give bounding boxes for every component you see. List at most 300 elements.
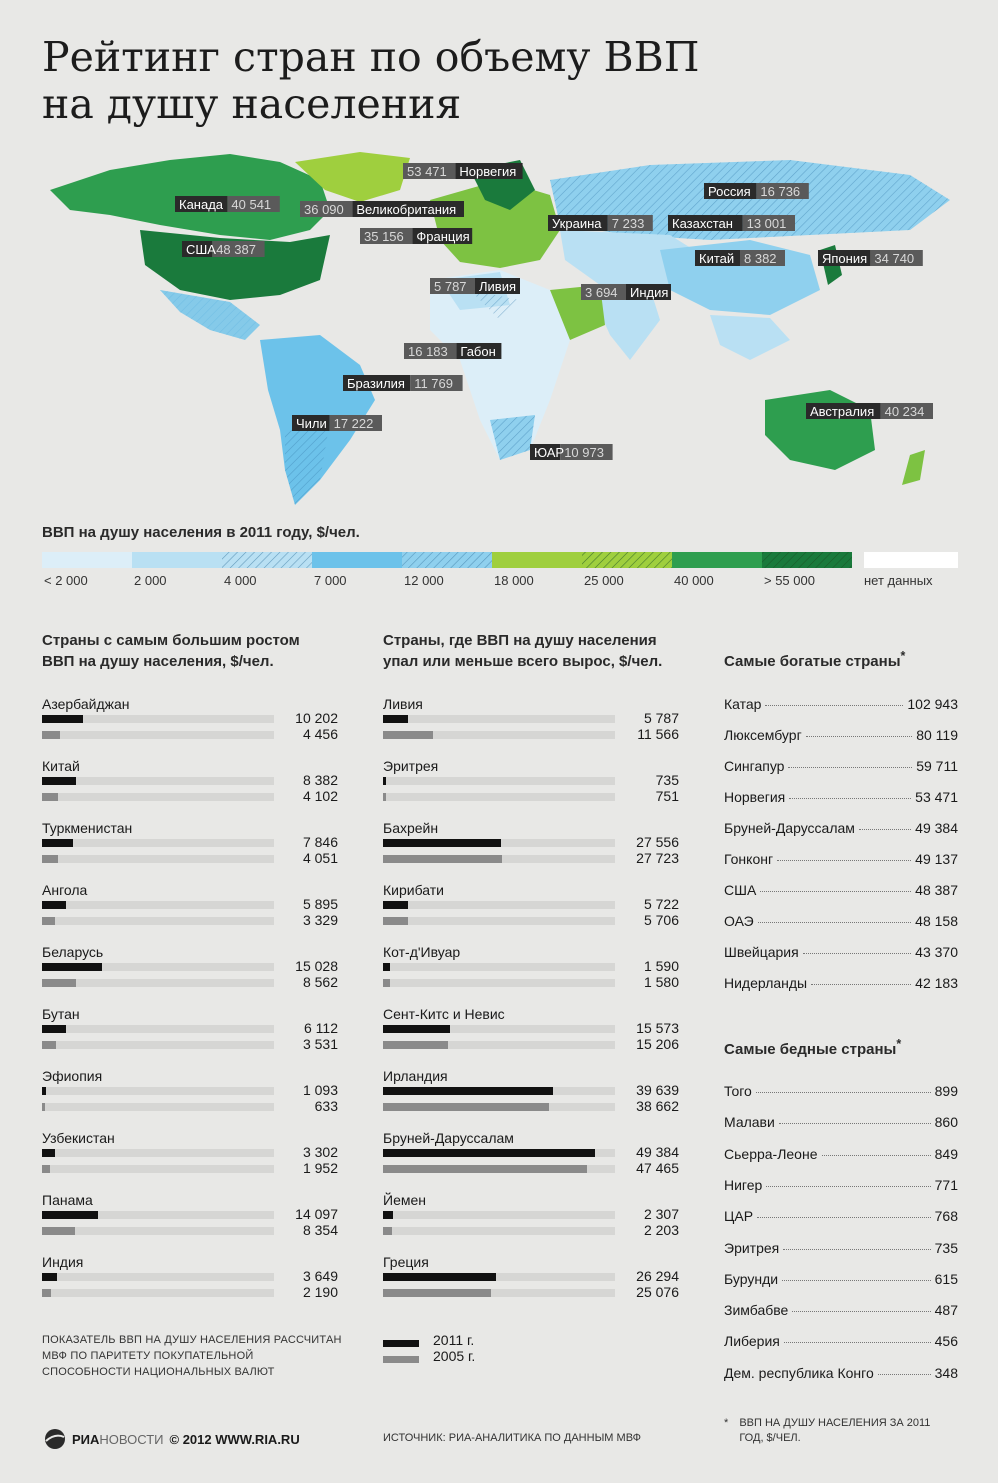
bar-2005 [383,917,408,925]
bar-2011 [383,777,386,785]
map-label-text: 8 382 [744,251,777,266]
category-label: Китай [42,758,80,774]
rank-country: США [724,882,757,898]
rank-country: Швейцария [724,944,799,960]
map-label-text: Чили [296,416,327,431]
bar-track [383,777,615,785]
bar-track [383,1227,615,1235]
category-label: Бутан [42,1006,80,1022]
poor-title-mark: * [896,1037,902,1051]
rank-country: Малави [724,1114,775,1131]
bar-track [42,1289,274,1297]
value-label: 14 097 [295,1206,338,1222]
value-label: 15 028 [295,958,338,974]
category-label: Сент-Китс и Невис [383,1006,505,1022]
bar-track [42,855,274,863]
source-note: ИСТОЧНИК: РИА-АНАЛИТИКА ПО ДАННЫМ МВФ [383,1432,642,1444]
col1-title-line2: ВВП на душу населения, $/чел. [42,653,274,670]
map-label [182,241,265,257]
value-label: 39 639 [636,1082,679,1098]
rank-leader-dots [784,1342,931,1343]
map-label-text: Индия [630,285,669,300]
bar-track [42,731,274,739]
rank-value: 59 711 [916,758,958,774]
rank-leader-dots [783,1249,930,1250]
rank-row [724,851,958,871]
bar-group [383,882,683,940]
rank-country: Бурунди [724,1270,779,1287]
value-label: 2 307 [643,1206,679,1222]
value-label: 8 562 [302,974,338,990]
rank-country: Бруней-Даруссалам [724,820,855,836]
category-label: Эритрея [383,758,439,774]
rank-value: 768 [934,1208,958,1225]
col1-title [42,630,300,672]
rank-country: ОАЭ [724,913,754,929]
rank-row [724,727,958,747]
bar-2011 [383,901,408,909]
map-label-text: 40 234 [884,404,925,419]
rank-row [724,1240,958,1260]
col2-title-line2: упал или меньше всего вырос, $/чел. [383,653,663,670]
rank-row [724,975,958,995]
map-label-text: США [186,242,216,257]
map-label [430,278,520,294]
bar-track [42,1211,274,1219]
map-label-text: 13 001 [746,216,787,231]
rank-value: 49 384 [915,820,958,836]
title-line-1: Рейтинг стран по объему ВВП [42,33,700,81]
map-label-text: Габон [460,344,496,359]
category-label: Греция [383,1254,429,1270]
bar-track [42,979,274,987]
region-australia [765,390,875,470]
bar-track [383,1087,615,1095]
rank-value: 80 119 [916,727,958,743]
value-label: 3 302 [302,1144,338,1160]
bar-group [42,944,342,1002]
bar-track [383,917,615,925]
bar-group [42,1006,342,1064]
map-label-text: 17 222 [333,416,374,431]
rank-leader-dots [760,891,911,892]
rank-row [724,913,958,933]
value-label: 6 112 [304,1020,338,1036]
map-label-text: 16 736 [760,184,801,199]
value-label: 4 102 [302,788,338,804]
bar-2011 [42,901,66,909]
value-label: 8 354 [302,1222,338,1238]
map-label [300,201,464,217]
legend-label: 7 000 [314,573,347,588]
rank-leader-dots [758,922,911,923]
category-label: Беларусь [42,944,104,960]
legend-label: < 2 000 [44,573,88,588]
rank-row [724,944,958,964]
rank-row [724,1365,958,1385]
bar-2005 [383,1165,587,1173]
legend-swatch [312,552,402,568]
rank-leader-dots [788,767,912,768]
bar-track [42,901,274,909]
map-label [818,250,923,266]
bar-track [383,1103,615,1111]
bar-2011 [383,1211,393,1219]
rank-leader-dots [859,829,911,830]
key-label-2011: 2011 г. [433,1332,475,1348]
category-label: Кирибати [383,882,444,898]
value-label: 3 531 [302,1036,338,1052]
legend-label-nodata: нет данных [864,573,933,588]
bar-2011 [383,1149,595,1157]
legend-swatch-hatch [222,552,312,568]
value-label: 1 590 [643,958,679,974]
rank-value: 456 [934,1333,958,1350]
bar-group [42,1192,342,1250]
rank-country: Нидерланды [724,975,808,991]
category-label: Йемен [383,1192,426,1208]
bar-track [383,1289,615,1297]
map-label-text: ЮАР [534,445,565,460]
rank-row [724,1333,958,1353]
bar-2011 [383,1087,553,1095]
value-label: 5 895 [302,896,338,912]
poor-title [724,1034,901,1060]
bar-group [42,1254,342,1312]
map-label [695,250,785,266]
rank-country: Нигер [724,1176,763,1193]
legend-title: ВВП на душу населения в 2011 году, $/чел. [42,524,360,541]
rank-row [724,882,958,902]
map-label-text: Украина [552,216,602,231]
map-label-text: 11 769 [414,376,453,391]
bar-2011 [383,715,408,723]
legend-swatch [42,552,132,568]
map-label-text: Россия [708,184,751,199]
bar-track [383,1041,615,1049]
category-label: Ирландия [383,1068,448,1084]
rank-row [724,820,958,840]
bar-2005 [42,1103,45,1111]
value-label: 25 076 [636,1284,679,1300]
poor-title-text: Самые бедные страны [724,1041,897,1058]
map-label-text: 10 973 [564,445,604,460]
logo-novosti: НОВОСТИ [99,1431,164,1447]
bar-track [383,1149,615,1157]
bar-track [42,1227,274,1235]
value-label: 8 382 [302,772,338,788]
rank-value: 348 [934,1364,958,1381]
bar-group [383,758,683,816]
rank-leader-dots [765,705,903,706]
rank-country: Либерия [724,1333,780,1350]
value-label: 7 846 [302,834,338,850]
col1-title-line1: Страны с самым большим ростом [42,632,300,649]
map-label-text: 34 740 [874,251,915,266]
bar-track [383,1025,615,1033]
bar-2005 [383,855,502,863]
legend-label: > 55 000 [764,573,815,588]
region-usa [140,230,330,300]
rank-leader-dots [789,798,911,799]
value-label: 5 722 [643,896,679,912]
legend-label: 4 000 [224,573,257,588]
bar-group [383,1006,683,1064]
value-label: 4 456 [302,726,338,742]
bar-track [42,1273,274,1281]
logo-ria: РИА [72,1431,100,1447]
ria-globe-icon [42,1428,68,1450]
rank-row [724,1083,958,1103]
bar-2005 [42,1041,56,1049]
methodology-note: ПОКАЗАТЕЛЬ ВВП НА ДУШУ НАСЕЛЕНИЯ РАССЧИТАН МВФ ПО ПАРИТЕТУ ПОКУПАТЕЛЬНОЙ СПОСОБНОСТИ НАЦИОНАЛЬНЫХ ВАЛЮТ [42,1334,342,1378]
bar-2011 [42,1149,55,1157]
value-label: 49 384 [636,1144,679,1160]
bar-2011 [383,1273,496,1281]
rank-value: 487 [934,1302,958,1319]
rank-country: Эритрея [724,1239,780,1256]
bar-track [383,793,615,801]
bar-2005 [42,1289,51,1297]
rank-row [724,1146,958,1166]
footnote [724,1416,964,1446]
bar-group [42,820,342,878]
rank-value: 771 [934,1176,958,1193]
bar-2011 [383,963,390,971]
map-label-text: Норвегия [459,164,517,179]
rank-row [724,1302,958,1322]
rank-row [724,1114,958,1134]
rank-value: 43 370 [915,944,958,960]
bar-2005 [42,793,58,801]
rank-country: Гонконг [724,851,774,867]
bar-2005 [383,793,386,801]
map-label-text: Казахстан [672,216,733,231]
bar-2011 [42,777,76,785]
rank-country: Люксембург [724,727,802,743]
category-label: Туркменистан [42,820,133,836]
category-label: Эфиопия [42,1068,103,1084]
value-label: 26 294 [636,1268,679,1284]
bar-group [383,1254,683,1312]
bar-2011 [42,715,83,723]
region-new-zealand [902,450,925,485]
rank-leader-dots [757,1217,931,1218]
value-label: 3 649 [302,1268,338,1284]
map-label-text: 36 090 [304,202,344,217]
bar-track [383,1273,615,1281]
bar-track [42,1149,274,1157]
bar-2011 [42,839,73,847]
key-swatch-2005 [383,1356,419,1363]
rich-title [724,646,905,672]
title-line-2: на душу населения [42,80,462,128]
map-label-text: 5 787 [434,279,467,294]
legend-label: 40 000 [674,573,714,588]
rank-value: 735 [934,1239,958,1256]
legend-swatch-hatch [582,552,672,568]
ria-logo [42,1428,300,1450]
rank-leader-dots [756,1092,931,1093]
map-label [175,196,280,212]
col2-title [383,630,662,672]
map-label-text: 40 541 [231,197,272,212]
logo-copyright: © 2012 WWW.RIA.RU [169,1431,300,1447]
bar-group [383,1130,683,1188]
rank-country: Зимбабве [724,1302,789,1319]
category-label: Индия [42,1254,84,1270]
bar-2011 [42,1273,57,1281]
col2-title-line1: Страны, где ВВП на душу населения [383,632,657,649]
bar-2005 [383,1041,448,1049]
rich-title-mark: * [900,649,906,663]
bar-track [383,963,615,971]
value-label: 751 [655,788,679,804]
map-label-text: Бразилия [347,376,405,391]
color-legend [42,552,958,590]
bar-track [42,1041,274,1049]
map-label-text: Китай [699,251,735,266]
map-label-text: 35 156 [364,229,404,244]
rank-country: Того [724,1083,752,1099]
rank-leader-dots [822,1155,931,1156]
map-label-text: 7 233 [611,216,645,231]
map-label [581,284,671,300]
rank-row [724,1177,958,1197]
rank-leader-dots [811,984,911,985]
bar-2005 [42,979,76,987]
bar-track [383,839,615,847]
bar-group [383,1068,683,1126]
bar-track [42,917,274,925]
rank-leader-dots [782,1280,931,1281]
legend-swatch-hatch [402,552,492,568]
map-label-text: Ливия [479,279,517,294]
rank-country: Норвегия [724,789,786,805]
rank-row [724,758,958,778]
map-label-text: 3 694 [585,285,618,300]
legend-label: 2 000 [134,573,167,588]
bar-track [42,1025,274,1033]
value-label: 38 662 [636,1098,679,1114]
rank-value: 53 471 [915,789,958,805]
rank-country: Сингапур [724,758,785,774]
value-label: 4 051 [302,850,338,866]
value-label: 735 [655,772,679,788]
map-label-text: 48 387 [216,242,256,257]
category-label: Панама [42,1192,93,1208]
map-label-text: Канада [179,197,224,212]
legend-swatch-hatch [762,552,852,568]
value-label: 15 573 [636,1020,679,1036]
bar-2005 [383,731,433,739]
rank-leader-dots [779,1123,931,1124]
value-label: 10 202 [295,710,338,726]
bar-group [383,944,683,1002]
legend-swatch [672,552,762,568]
rank-value: 615 [934,1270,958,1287]
value-label: 11 566 [637,726,679,742]
category-label: Узбекистан [42,1130,115,1146]
map-label [343,375,463,391]
bar-2005 [42,855,58,863]
rich-title-text: Самые богатые страны [724,653,901,670]
value-label: 633 [314,1098,338,1114]
legend-swatch-nodata [864,552,958,568]
map-label-text: Япония [822,251,868,266]
map-label [403,163,523,179]
bar-group [42,696,342,754]
value-label: 3 329 [302,912,338,928]
map-label [530,444,613,460]
rank-value: 42 183 [915,975,958,991]
bar-track [383,1165,615,1173]
bar-group [383,820,683,878]
map-label [404,343,501,359]
legend-label: 12 000 [404,573,444,588]
category-label: Бахрейн [383,820,439,836]
value-label: 47 465 [636,1160,679,1176]
rank-leader-dots [806,736,913,737]
bar-group [383,1192,683,1250]
bar-2005 [383,1289,491,1297]
rank-value: 899 [934,1083,958,1099]
bar-track [42,1103,274,1111]
rank-leader-dots [792,1311,930,1312]
category-label: Азербайджан [42,696,130,712]
bar-track [42,777,274,785]
value-label: 15 206 [636,1036,679,1052]
value-label: 5 706 [643,912,679,928]
category-label: Ангола [42,882,88,898]
legend-label: 25 000 [584,573,624,588]
value-label: 27 556 [636,834,679,850]
rank-value: 860 [934,1114,958,1131]
bar-track [42,1165,274,1173]
legend-swatch [132,552,222,568]
world-map [30,140,970,520]
bar-2011 [42,1087,46,1095]
legend-swatch [492,552,582,568]
bar-2005 [42,1165,50,1173]
bar-2011 [42,1025,66,1033]
value-label: 5 787 [643,710,679,726]
bar-track [383,1211,615,1219]
map-label [668,215,795,231]
bar-track [383,901,615,909]
value-label: 1 952 [302,1160,338,1176]
rank-leader-dots [777,860,911,861]
bar-2011 [383,1025,450,1033]
bar-2005 [42,1227,75,1235]
rank-leader-dots [766,1186,930,1187]
rank-row [724,696,958,716]
map-label [806,403,933,419]
rank-country: Катар [724,696,762,712]
key-label-2005: 2005 г. [433,1348,476,1364]
value-label: 1 093 [302,1082,338,1098]
bar-2005 [42,917,55,925]
bar-group [42,1068,342,1126]
map-label [704,183,809,199]
legend-label: 18 000 [494,573,534,588]
category-label: Ливия [383,696,423,712]
bar-2011 [42,963,102,971]
bar-track [42,839,274,847]
bar-track [42,963,274,971]
category-label: Бруней-Даруссалам [383,1130,514,1146]
bar-2005 [383,1103,549,1111]
